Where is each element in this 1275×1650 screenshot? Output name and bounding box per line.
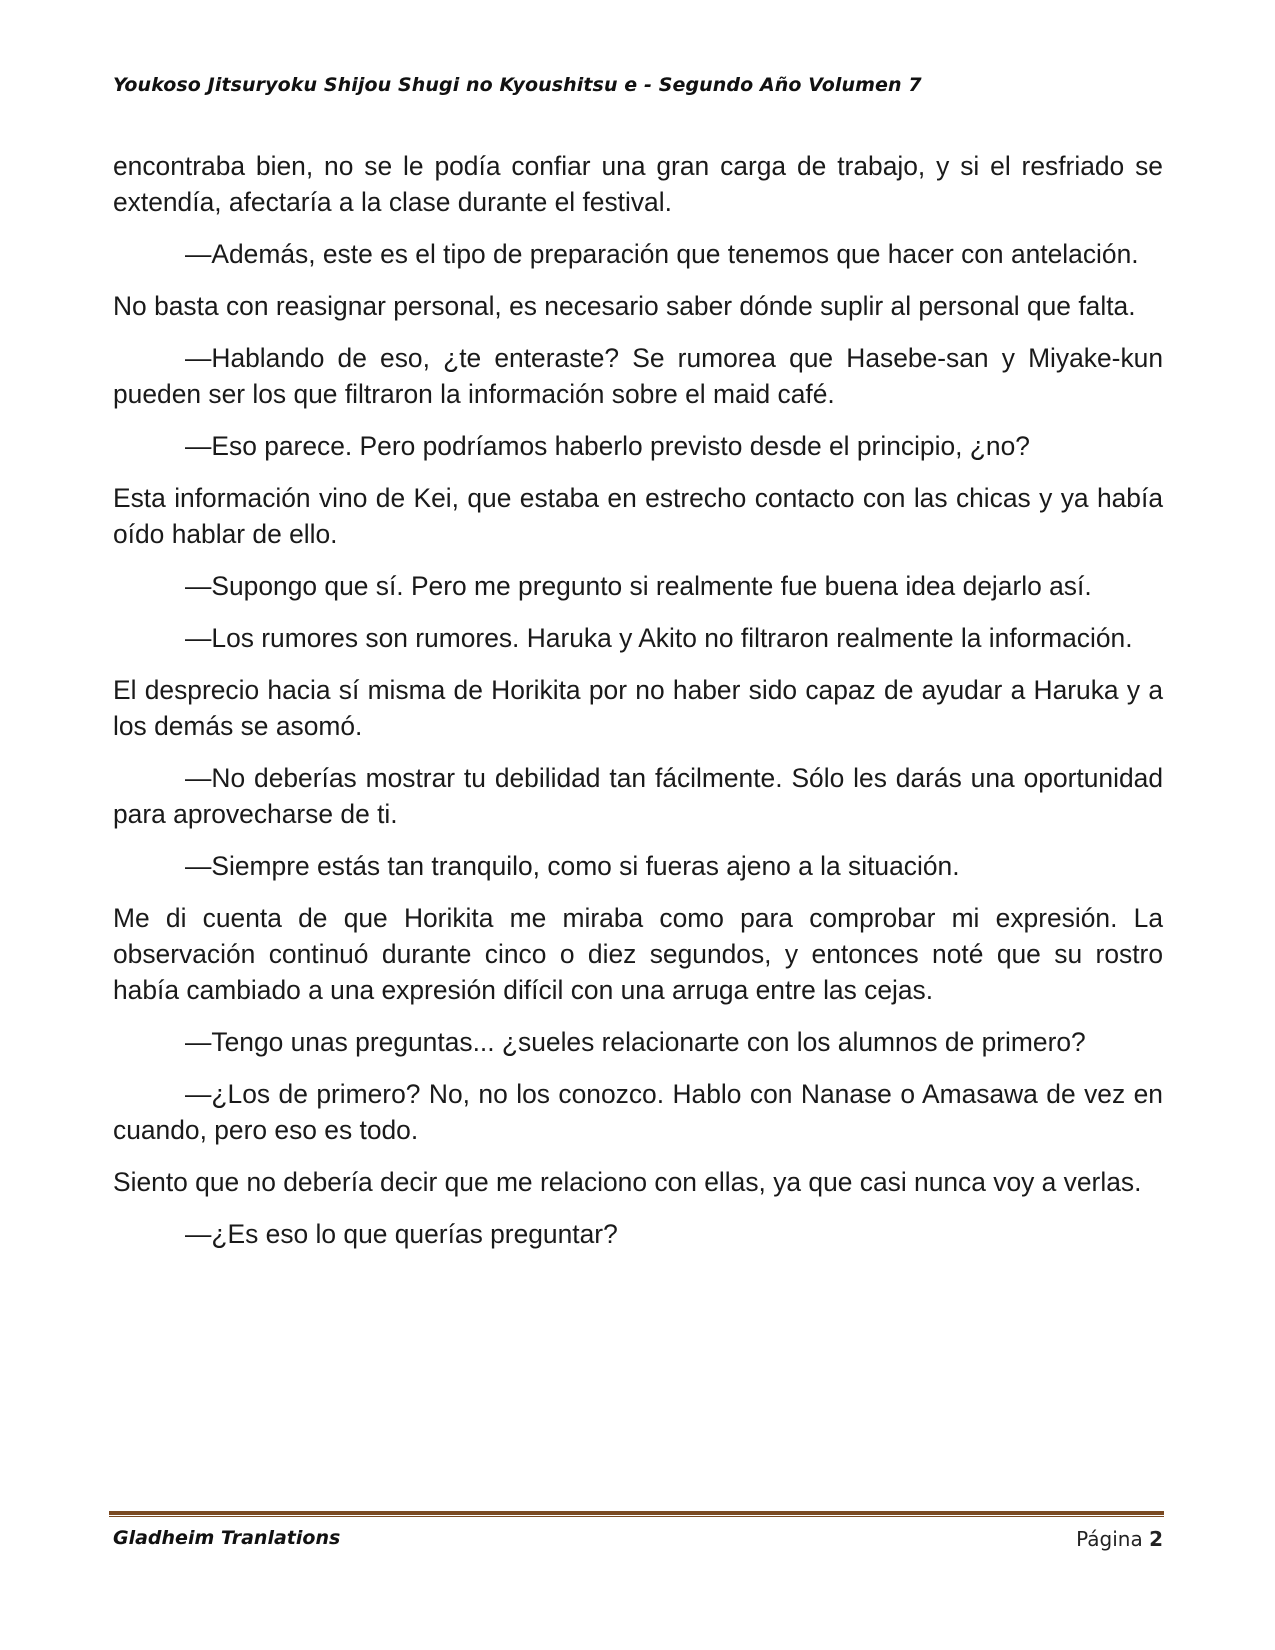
paragraph: Esta información vino de Kei, que estaba en estrecho contacto con las chicas y ya había oído hablar de ello. <box>113 483 1163 549</box>
paragraph: No basta con reasignar personal, es necesario saber dónde suplir al personal que falta. <box>113 291 1136 321</box>
footer-divider <box>109 1511 1164 1518</box>
dialogue-line: —Además, este es el tipo de preparación que tenemos que hacer con antelación. <box>185 239 1139 269</box>
dialogue-line: —Siempre estás tan tranquilo, como si fueras ajeno a la situación. <box>185 851 960 881</box>
dialogue-line: —¿Los de primero? No, no los conozco. Hablo con Nanase o Amasawa de vez en cuando, pero eso es todo. <box>113 1079 1163 1145</box>
translator-credit: Gladheim Tranlations <box>113 1527 341 1549</box>
dialogue-line: —Tengo unas preguntas... ¿sueles relacionarte con los alumnos de primero? <box>185 1027 1086 1057</box>
page-number-value: 2 <box>1149 1527 1163 1551</box>
body-text <box>113 148 1163 1268</box>
paragraph: encontraba bien, no se le podía confiar una gran carga de trabajo, y si el resfriado se extendía, afectaría a la clase durante el festival. <box>113 151 1163 217</box>
paragraph: Me di cuenta de que Horikita me miraba como para comprobar mi expresión. La observación continuó durante cinco o diez segundos, y entonces noté que su rostro había cambiado a una expresión difícil con una arruga entre las cejas. <box>113 903 1163 1005</box>
paragraph: Siento que no debería decir que me relaciono con ellas, ya que casi nunca voy a verlas. <box>113 1167 1142 1197</box>
dialogue-line: —Hablando de eso, ¿te enteraste? Se rumorea que Hasebe-san y Miyake-kun pueden ser los que filtraron la información sobre el maid café. <box>113 343 1163 409</box>
page-label: Página <box>1076 1527 1143 1551</box>
paragraph: El desprecio hacia sí misma de Horikita por no haber sido capaz de ayudar a Haruka y a los demás se asomó. <box>113 675 1163 741</box>
page-number <box>1076 1527 1163 1551</box>
running-header: Youkoso Jitsuryoku Shijou Shugi no Kyoushitsu e - Segundo Año Volumen 7 <box>113 74 922 96</box>
dialogue-line: —¿Es eso lo que querías preguntar? <box>185 1219 618 1249</box>
dialogue-line: —Eso parece. Pero podríamos haberlo previsto desde el principio, ¿no? <box>185 431 1030 461</box>
dialogue-line: —Supongo que sí. Pero me pregunto si realmente fue buena idea dejarlo así. <box>185 571 1092 601</box>
footer-divider-thin <box>109 1516 1164 1517</box>
footer-divider-thick <box>109 1511 1164 1515</box>
dialogue-line: —Los rumores son rumores. Haruka y Akito no filtraron realmente la información. <box>185 623 1133 653</box>
dialogue-line: —No deberías mostrar tu debilidad tan fácilmente. Sólo les darás una oportunidad para aprovecharse de ti. <box>113 763 1163 829</box>
